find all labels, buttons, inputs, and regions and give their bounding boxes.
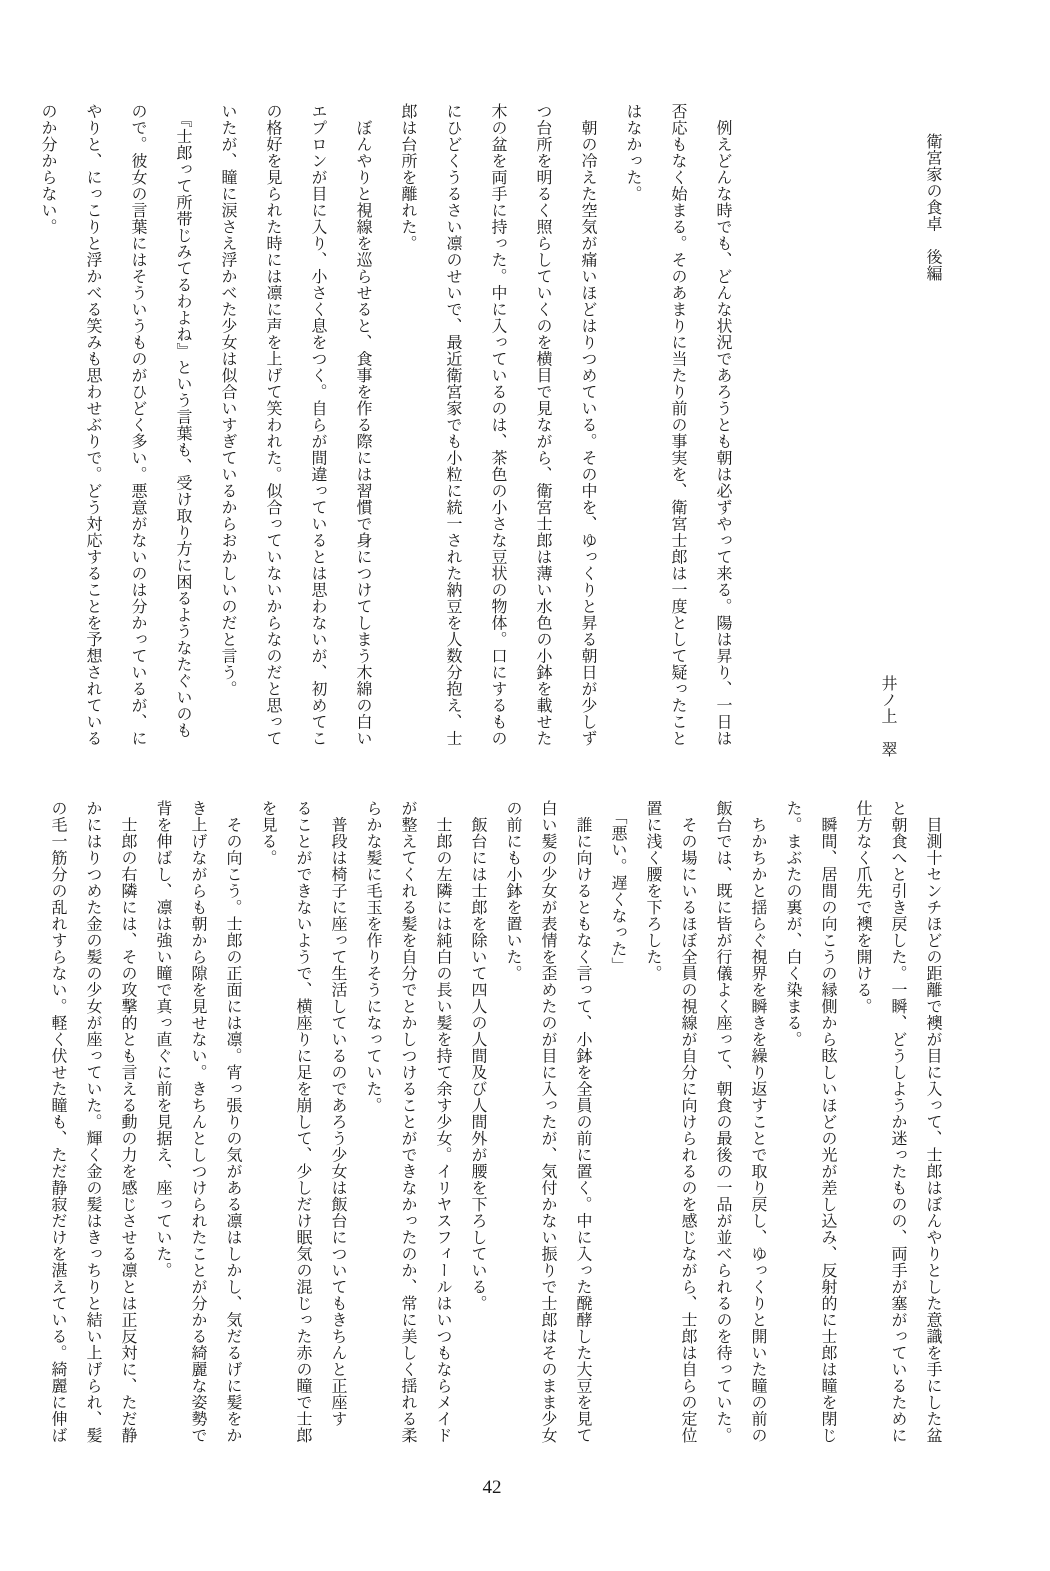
text-line: 士郎の左隣には純白の長い髪を持て余す少女。イリヤスフィールはいつもならメイド [434,800,451,1444]
text-line: の毛一筋分の乱れすらない。軽く伏せた瞳も、ただ静寂だけを湛えている。綺麗に伸ば [49,800,66,1444]
text-line: かにはりつめた金の髪の少女が座っていた。輝く金の髪はきっちりと結い上げられ、髪 [84,800,101,1444]
text-line: 仕方なく爪先で襖を開ける。 [854,800,871,1015]
lower-text-block [40,800,950,1472]
text-line: 置に浅く腰を下ろした。 [644,800,661,982]
text-line: はなかった。 [624,103,641,202]
text-line: 士郎の右隣には、その攻撃的とも言える動の力を感じさせる凛とは正反対に、ただ静 [119,800,136,1444]
text-line: が整えてくれる髪を自分でとかしつけることができなかったのか、常に美しく揺れる柔 [399,800,416,1444]
text-line: ので。彼女の言葉にはそういうものがひどく多い。悪意がないのは分かっているが、に [129,103,146,747]
text-line: 普段は椅子に座って生活しているのであろう少女は飯台についてもきちんと正座す [329,800,346,1427]
page-number: 42 [482,1477,502,1498]
text-line: 背を伸ばし、凛は強い瞳で真っ直ぐに前を見据え、座っていた。 [154,800,171,1279]
text-line: ぼんやりと視線を巡らせると、食事を作る際には習慣で身につけてしまう木綿の白い [354,103,371,747]
text-line: の格好を見られた時には凛に声を上げて笑われた。似合っていないからなのだと思って [264,103,281,747]
text-line: やりと、にっこりと浮かべる笑みも思わせぶりで。どう対応することを予想されている [84,103,101,747]
text-line: のか分からない。 [39,103,56,235]
text-line: らかな髪に毛玉を作りそうになっていた。 [364,800,381,1114]
text-line: その場にいるほぼ全員の視線が自分に向けられるのを感じながら、士郎は自らの定位 [679,800,696,1444]
text-line: ることができないようで、横座りに足を崩して、少しだけ眠気の混じった赤の瞳で士郎 [294,800,311,1444]
text-line: 『士郎って所帯じみてるわよね』という言葉も、受け取り方に困るようなたぐいのも [174,103,191,739]
text-line: つ台所を明るく照らしていくのを横目で見ながら、衛宮士郎は薄い水色の小鉢を載せた [534,103,551,747]
text-line: 例えどんな時でも、どんな状況であろうとも朝は必ずやって来る。陽は昇り、一日は [714,103,731,747]
text-line: 飯台には士郎を除いて四人の人間及び人間外が腰を下ろしている。 [469,800,486,1312]
text-line: 朝の冷えた空気が痛いほどはりつめている。その中を、ゆっくりと昇る朝日が少しず [579,103,596,747]
story-title: 衛宮家の食卓 後編 [924,133,941,282]
text-line: 目測十センチほどの距離で襖が目に入って、士郎はぼんやりとした意識を手にした盆 [924,800,941,1444]
upper-text-block [25,103,955,775]
text-line: た。まぶたの裏が、白く染まる。 [784,800,801,1048]
text-line: 木の盆を両手に持った。中に入っているのは、茶色の小さな豆状の物体。口にするもの [489,103,506,747]
text-line: 誰に向けるともなく言って、小鉢を全員の前に置く。中に入った醗酵した大豆を見て [574,800,591,1444]
text-line: 白い髪の少女が表情を歪めたのが目に入ったが、気付かない振りで士郎はそのまま少女 [539,800,556,1444]
text-line: 飯台では、既に皆が行儀よく座って、朝食の最後の一品が並べられるのを待っていた。 [714,800,731,1444]
text-line: 「悪い。遅くなった」 [609,800,626,974]
text-line: にひどくうるさい凛のせいで、最近衛宮家でも小粒に統一された納豆を人数分抱え、士 [444,103,461,747]
text-line: き上げながらも朝から隙を見せない。きちんとしつけられたことが分かる綺麗な姿勢で [189,800,206,1444]
story-author: 井ノ上 翠 [879,674,896,757]
text-line: いたが、瞳に涙さえ浮かべた少女は似合いすぎているからおかしいのだと言う。 [219,103,236,697]
text-line: を見る。 [259,800,276,866]
text-line: と朝食へと引き戻した。一瞬、どうしようか迷ったものの、両手が塞がっているために [889,800,906,1444]
text-line: その向こう。士郎の正面には凛。宵っ張りの気がある凛はしかし、気だるげに髪をか [224,800,241,1444]
text-line: 否応もなく始まる。そのあまりに当たり前の事実を、衛宮士郎は一度として疑ったこと [669,103,686,747]
text-line: 瞬間、居間の向こうの縁側から眩しいほどの光が差し込み、反射的に士郎は瞳を閉じ [819,800,836,1444]
text-line: の前にも小鉢を置いた。 [504,800,521,982]
text-line: エプロンが目に入り、小さく息をつく。自らが間違っているとは思わないが、初めてこ [309,103,326,747]
text-line: ちかちかと揺らぐ視界を瞬きを繰り返すことで取り戻し、ゆっくりと開いた瞳の前の [749,800,766,1444]
text-line: 郎は台所を離れた。 [399,103,416,252]
